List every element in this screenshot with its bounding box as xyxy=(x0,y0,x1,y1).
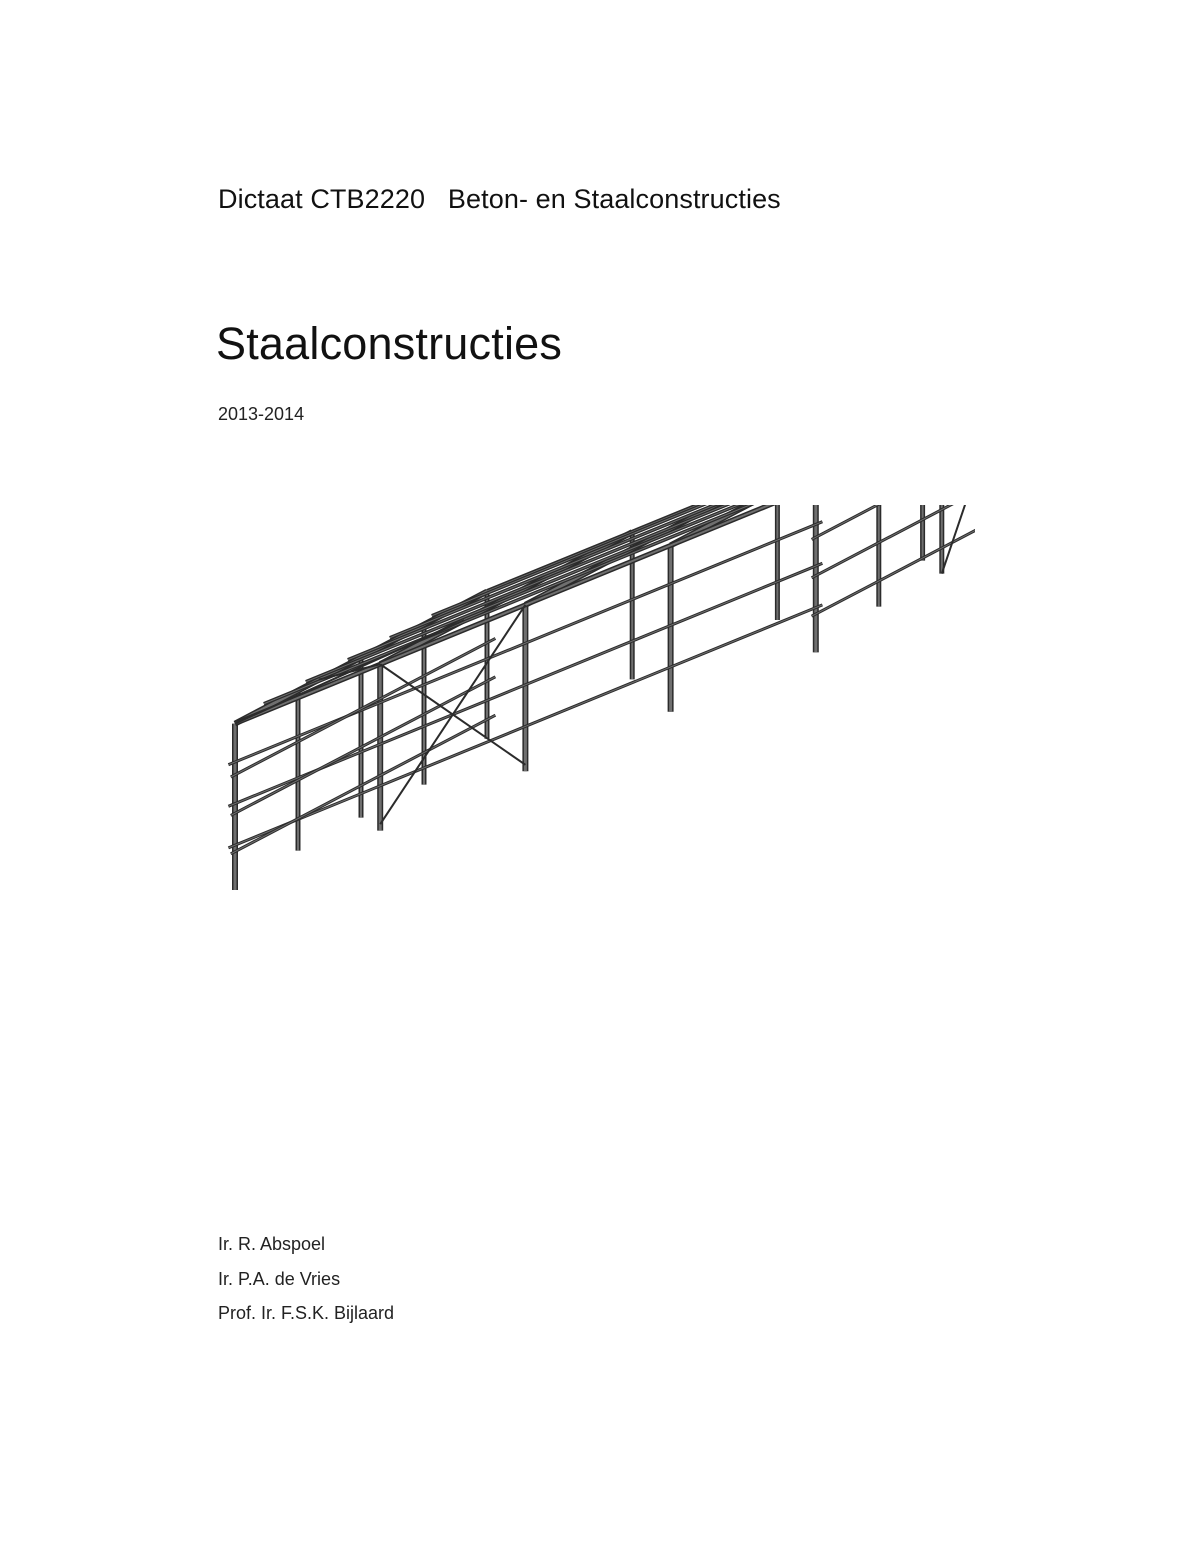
wall-brace-b xyxy=(380,664,525,765)
author-list xyxy=(218,1232,394,1336)
page-title: Staalconstructies xyxy=(216,318,563,369)
steel-frame-illustration xyxy=(225,505,975,905)
steel-frame-drawing xyxy=(225,505,975,905)
course-line: Dictaat CTB2220 Beton- en Staalconstructies xyxy=(218,184,781,214)
author-2: Ir. P.A. de Vries xyxy=(218,1268,341,1289)
right-gable-rail-1-face xyxy=(812,505,975,578)
right-gable-rail-0-face xyxy=(812,505,975,616)
academic-year: 2013-2014 xyxy=(218,404,305,424)
purlin-4-face xyxy=(432,505,975,616)
right-gable-rail-0 xyxy=(812,505,975,616)
purlin-4 xyxy=(432,505,975,616)
author-1: Ir. R. Abspoel xyxy=(218,1234,326,1254)
author-3: Prof. Ir. F.S.K. Bijlaard xyxy=(218,1303,395,1323)
right-gable-rail-1 xyxy=(812,505,975,578)
